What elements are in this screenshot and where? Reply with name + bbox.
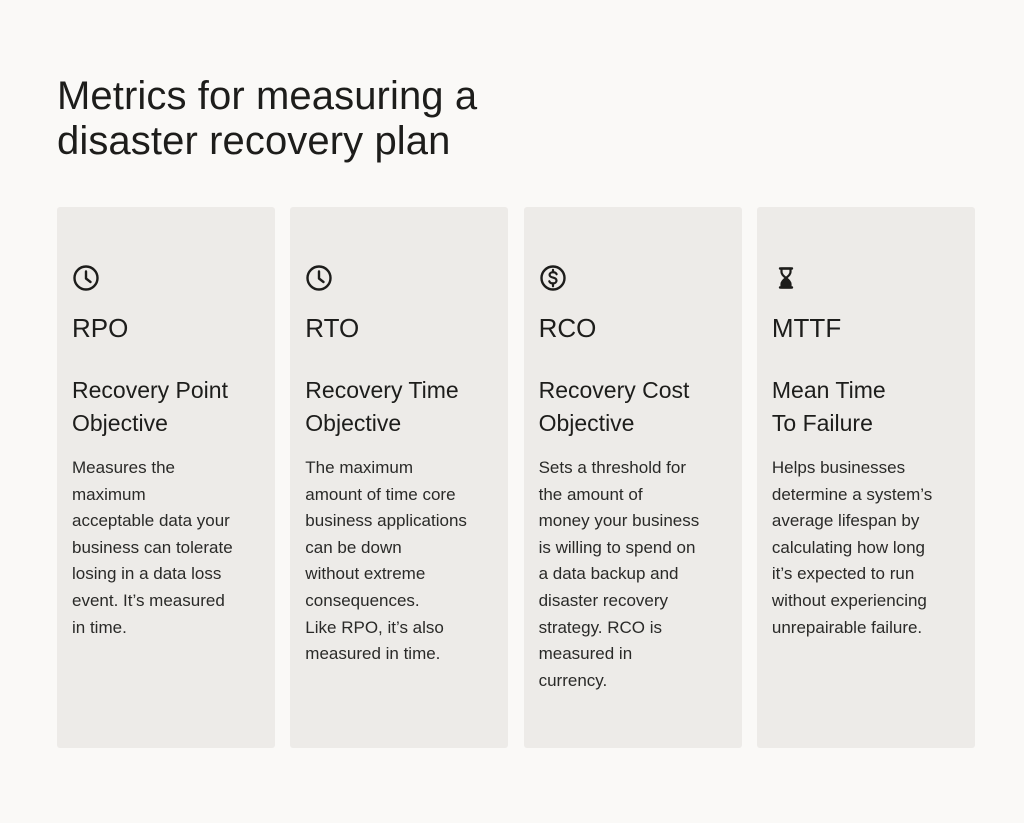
metric-name: Recovery Point Objective xyxy=(72,377,228,436)
metric-name: Recovery Cost Objective xyxy=(538,377,690,436)
clock-icon xyxy=(305,264,333,292)
metric-name: Recovery Time Objective xyxy=(305,377,459,436)
metric-name: Mean Time To Failure xyxy=(771,377,886,436)
metric-abbreviation: RTO xyxy=(305,313,360,343)
dollar-icon xyxy=(539,264,567,292)
metric-card-rpo xyxy=(57,207,275,748)
page-title: Metrics for measuring a disaster recovery plan xyxy=(57,74,478,163)
hourglass-icon xyxy=(772,264,800,292)
metric-description: Measures the maximum acceptable data your business can tolerate losing in a data loss event. It’s measured in time. xyxy=(72,458,233,637)
metric-description: Sets a threshold for the amount of money your business is willing to spend on a data backup and disaster recovery strategy. RCO is measured in currency. xyxy=(538,458,700,690)
metric-description: The maximum amount of time core business applications can be down without extreme consequences. Like RPO, it’s also measured in time. xyxy=(305,458,467,664)
metric-card-mttf xyxy=(757,207,975,748)
metric-abbreviation: MTTF xyxy=(771,313,842,343)
metric-abbreviation: RPO xyxy=(72,313,129,343)
metric-card-rco xyxy=(524,207,742,748)
clock-icon xyxy=(72,264,100,292)
metric-abbreviation: RCO xyxy=(538,313,597,343)
metrics-card-grid xyxy=(57,207,975,748)
metric-card-rto xyxy=(290,207,508,748)
metric-description: Helps businesses determine a system’s average lifespan by calculating how long it’s expected to run without experiencing unrepairable failure. xyxy=(771,458,933,637)
